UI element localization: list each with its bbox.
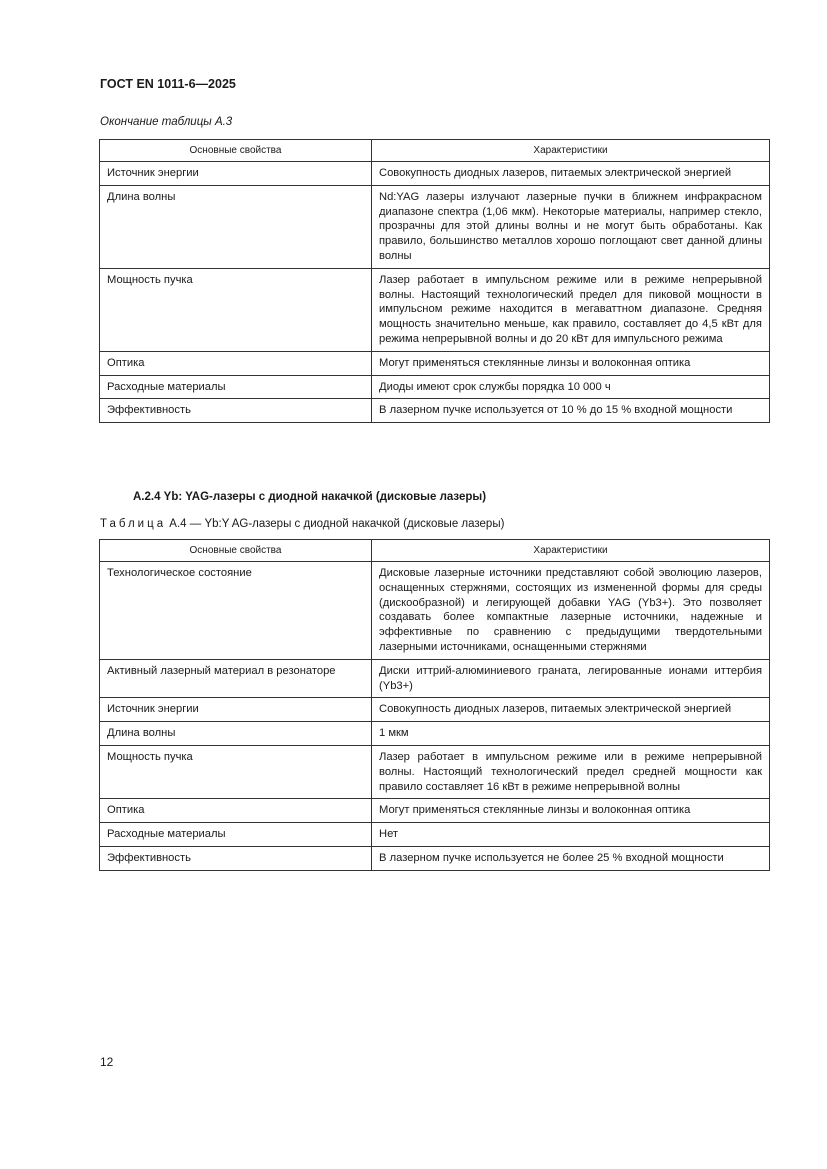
table-row (100, 185, 770, 268)
property-cell: Оптика (100, 351, 372, 375)
characteristic-cell: Совокупность диодных лазеров, питаемых электрической энергией (372, 162, 770, 186)
table-row (100, 846, 770, 870)
page-number: 12 (100, 1055, 114, 1069)
table-continuation-caption: Окончание таблицы А.3 (100, 116, 233, 128)
property-cell: Технологическое состояние (100, 562, 372, 660)
column-header-characteristic: Характеристики (372, 540, 770, 562)
table-row (100, 351, 770, 375)
property-cell: Длина волны (100, 722, 372, 746)
table-row (100, 268, 770, 351)
table-row (100, 399, 770, 423)
table-header-row (100, 540, 770, 562)
property-cell: Эффективность (100, 399, 372, 423)
table-caption-text: А.4 — Yb:Y AG-лазеры с диодной накачкой (дисковые лазеры) (166, 518, 505, 530)
characteristic-cell: 1 мкм (372, 722, 770, 746)
characteristic-cell: Дисковые лазерные источники представляют собой эволюцию лазеров, оснащенных стержнями, состоящих из измененной формы для среды (дискообразной) и легирующей добавки YAG (Yb3+). Это позволяет создавать более компактные лазерные источники, надежные и эффективные по сравнению с предыдущими твердотельными лазерными источниками, оснащенными стержнями (372, 562, 770, 660)
characteristic-cell: Лазер работает в импульсном режиме или в режиме непрерывной волны. Настоящий технологический предел средней мощности как правило составляет 16 кВт в режиме непрерывной волны (372, 745, 770, 798)
table-row (100, 799, 770, 823)
characteristic-cell: В лазерном пучке используется от 10 % до 15 % входной мощности (372, 399, 770, 423)
section-heading: А.2.4 Yb: YAG-лазеры с диодной накачкой (дисковые лазеры) (133, 491, 487, 503)
table-row (100, 698, 770, 722)
characteristic-cell: Nd:YAG лазеры излучают лазерные пучки в ближнем инфракрасном диапазоне спектра (1,06 мкм). Некоторые материалы, например стекло, прозрачны для этой длины волны и не могут быть обработаны. Как правило, большинство металлов хорошо поглощают свет данной длины волны (372, 185, 770, 268)
characteristic-cell: Могут применяться стеклянные линзы и волоконная оптика (372, 799, 770, 823)
characteristic-cell: Диоды имеют срок службы порядка 10 000 ч (372, 375, 770, 399)
characteristic-cell: В лазерном пучке используется не более 25 % входной мощности (372, 846, 770, 870)
table-row (100, 745, 770, 798)
column-header-property: Основные свойства (100, 540, 372, 562)
property-cell: Активный лазерный материал в резонаторе (100, 659, 372, 698)
characteristic-cell: Совокупность диодных лазеров, питаемых электрической энергией (372, 698, 770, 722)
property-cell: Расходные материалы (100, 823, 372, 847)
table-row (100, 375, 770, 399)
property-cell: Оптика (100, 799, 372, 823)
property-cell: Длина волны (100, 185, 372, 268)
characteristic-cell: Лазер работает в импульсном режиме или в режиме непрерывной волны. Настоящий технологический предел для пиковой мощности в импульсном режиме находится в мегаваттном диапазоне. Средняя мощность значительно меньше, как правило, составляет до 4,5 кВт для режима непрерывной волны и до 20 кВт для импульсного режима (372, 268, 770, 351)
table-a4 (99, 539, 770, 871)
characteristic-cell: Могут применяться стеклянные линзы и волоконная оптика (372, 351, 770, 375)
column-header-property: Основные свойства (100, 140, 372, 162)
table-row (100, 823, 770, 847)
table-header-row (100, 140, 770, 162)
table-caption-prefix: Таблица (100, 518, 167, 530)
table-row (100, 562, 770, 660)
table-row (100, 162, 770, 186)
column-header-characteristic: Характеристики (372, 140, 770, 162)
property-cell: Мощность пучка (100, 268, 372, 351)
property-cell: Эффективность (100, 846, 372, 870)
property-cell: Источник энергии (100, 698, 372, 722)
table-a4-caption (100, 518, 504, 530)
document-title: ГОСТ EN 1011-6—2025 (100, 77, 236, 91)
property-cell: Источник энергии (100, 162, 372, 186)
property-cell: Расходные материалы (100, 375, 372, 399)
table-a3 (99, 139, 770, 423)
table-row (100, 722, 770, 746)
property-cell: Мощность пучка (100, 745, 372, 798)
characteristic-cell: Диски иттрий-алюминиевого граната, легированные ионами иттербия (Yb3+) (372, 659, 770, 698)
characteristic-cell: Нет (372, 823, 770, 847)
table-row (100, 659, 770, 698)
